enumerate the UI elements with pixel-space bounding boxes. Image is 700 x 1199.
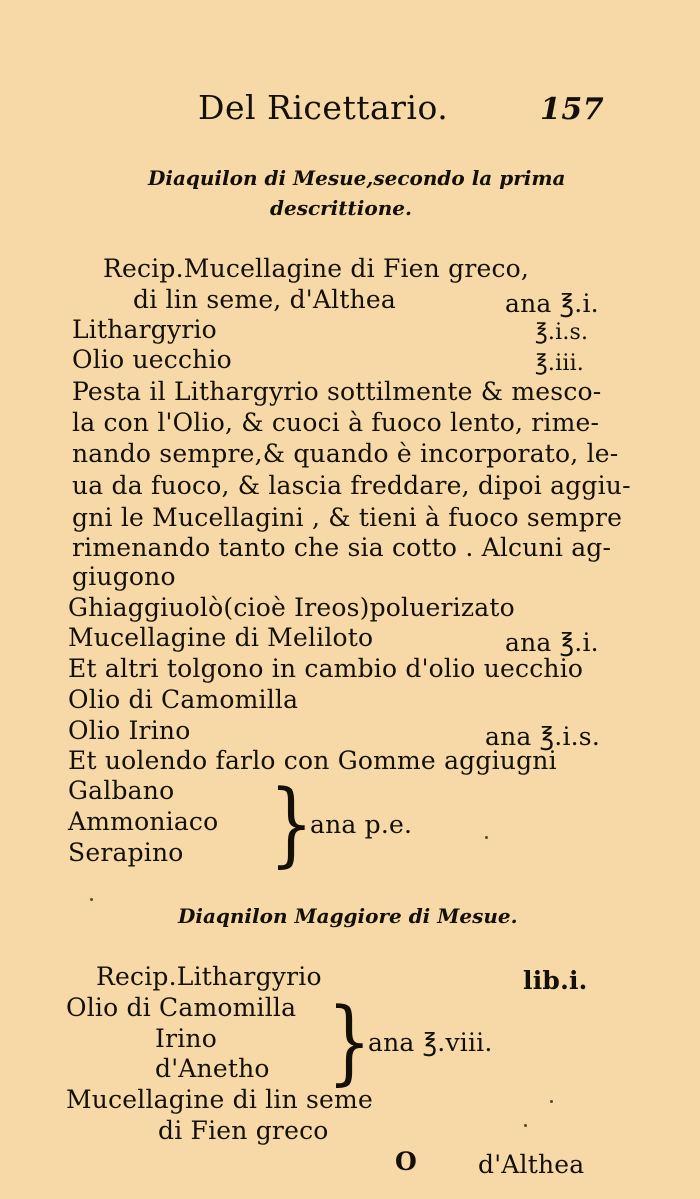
brace: } [269, 770, 314, 877]
text-line: ua da fuoco, & lascia freddare, dipoi aggiu- [72, 471, 631, 500]
section-title: Diaqnilon Maggiore di Mesue. [178, 904, 518, 928]
dose: ana ℥.i. [505, 289, 599, 318]
catchword: d'Althea [478, 1150, 585, 1179]
text-line: di lin seme, d'Althea [133, 285, 396, 314]
text-line: Mucellagine di lin seme [66, 1085, 373, 1114]
text-line: Galbano [68, 776, 175, 805]
section-title: Diaquilon di Mesue,secondo la prima [148, 166, 566, 190]
text-line: Mucellagine di Meliloto [68, 623, 374, 652]
dose: ana ℥.i.s. [485, 722, 600, 751]
text-line: Irino [155, 1024, 217, 1053]
page-number: 157 [540, 92, 605, 127]
text-line: d'Anetho [155, 1054, 270, 1083]
ink-speck [90, 898, 93, 901]
text-line: di Fien greco [158, 1116, 329, 1145]
section-title-continued: descrittione. [270, 196, 412, 220]
ink-speck [485, 836, 488, 839]
running-header: Del Ricettario. [198, 88, 449, 127]
text-line: Olio di Camomilla [68, 685, 299, 714]
text-line: Lithargyrio [72, 315, 217, 344]
text-line: nando sempre,& quando è incorporato, le- [72, 439, 619, 468]
dose: ℥.iii. [535, 351, 585, 376]
text-line: Ammoniaco [68, 807, 219, 836]
text-line: la con l'Olio, & cuoci à fuoco lento, rime- [72, 408, 600, 437]
dose: ana ℥.viii. [368, 1028, 493, 1057]
text-line: Olio Irino [68, 716, 191, 745]
text-line: Pesta il Lithargyrio sottilmente & mesco- [72, 377, 602, 406]
brace: } [327, 988, 372, 1095]
ink-speck [524, 1124, 527, 1127]
dose: lib.i. [523, 966, 588, 995]
ink-speck [550, 1100, 553, 1103]
text-line: rimenando tanto che sia cotto . Alcuni ag- [72, 533, 612, 562]
dose: ana p.e. [310, 810, 413, 839]
text-line: gni le Mucellagini , & tieni à fuoco sempre [72, 503, 623, 532]
dose: ℥.i.s. [535, 320, 589, 345]
text-line: Serapino [68, 838, 184, 867]
dose: ana ℥.i. [505, 628, 599, 657]
text-line: Ghiaggiuolò(cioè Ireos)poluerizato [68, 593, 515, 622]
text-line: Et altri tolgono in cambio d'olio uecchio [68, 654, 584, 683]
text-line: Et uolendo farlo con Gomme aggiugni [68, 746, 557, 775]
text-line: Recip.Lithargyrio [96, 962, 322, 991]
text-line: Recip.Mucellagine di Fien greco, [103, 254, 530, 283]
text-line: Olio uecchio [72, 345, 232, 374]
catchword-letter: O [395, 1147, 417, 1176]
text-line: Olio di Camomilla [66, 993, 297, 1022]
text-line: giugono [72, 562, 176, 591]
